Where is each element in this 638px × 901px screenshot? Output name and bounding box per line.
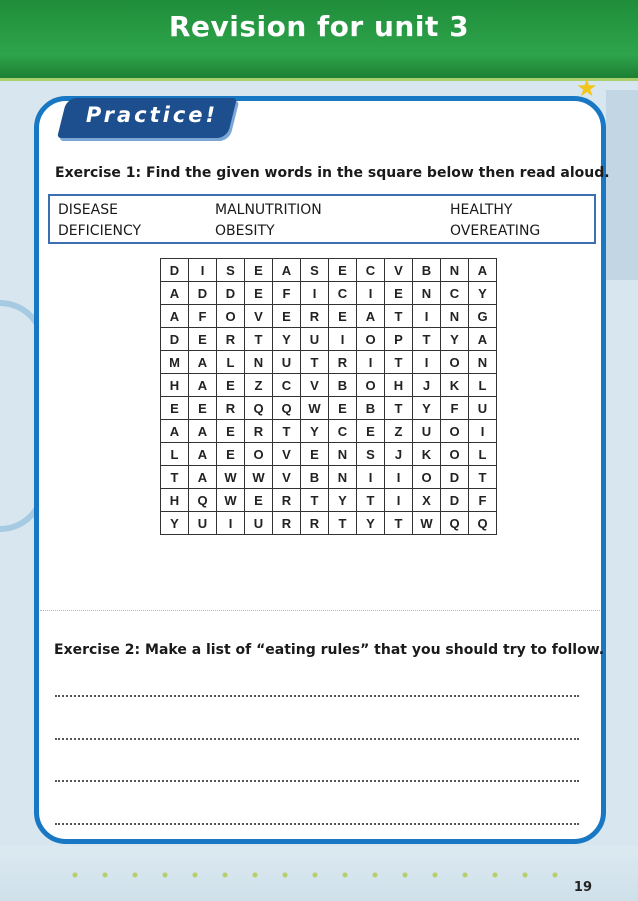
- grid-cell[interactable]: R: [217, 397, 245, 420]
- grid-cell[interactable]: E: [329, 259, 357, 282]
- grid-cell[interactable]: H: [161, 374, 189, 397]
- grid-cell[interactable]: Y: [357, 512, 385, 535]
- word-item: OVEREATING: [450, 223, 541, 239]
- grid-cell[interactable]: S: [301, 259, 329, 282]
- star-icon: ★: [576, 74, 598, 102]
- grid-cell[interactable]: E: [217, 420, 245, 443]
- answer-line-4[interactable]: [55, 823, 579, 825]
- grid-cell[interactable]: C: [273, 374, 301, 397]
- grid-cell[interactable]: L: [161, 443, 189, 466]
- grid-cell[interactable]: N: [329, 443, 357, 466]
- page-title: Revision for unit 3: [168, 10, 470, 43]
- word-search-grid: [160, 258, 497, 535]
- grid-cell[interactable]: X: [413, 489, 441, 512]
- grid-cell[interactable]: E: [189, 397, 217, 420]
- grid-row: [161, 305, 497, 328]
- grid-cell[interactable]: U: [245, 512, 273, 535]
- grid-cell[interactable]: D: [441, 489, 469, 512]
- word-item: OBESITY: [215, 223, 275, 239]
- word-item: DEFICIENCY: [58, 223, 142, 239]
- grid-cell[interactable]: K: [413, 443, 441, 466]
- grid-cell[interactable]: E: [329, 397, 357, 420]
- grid-cell[interactable]: Y: [441, 328, 469, 351]
- grid-cell[interactable]: Q: [189, 489, 217, 512]
- grid-cell[interactable]: E: [217, 374, 245, 397]
- grid-cell[interactable]: Q: [469, 512, 497, 535]
- grid-cell[interactable]: L: [217, 351, 245, 374]
- grid-cell[interactable]: V: [385, 259, 413, 282]
- grid-cell[interactable]: B: [413, 259, 441, 282]
- grid-cell[interactable]: V: [273, 443, 301, 466]
- grid-cell[interactable]: F: [469, 489, 497, 512]
- grid-cell[interactable]: U: [469, 397, 497, 420]
- grid-cell[interactable]: R: [217, 328, 245, 351]
- grid-cell[interactable]: A: [469, 259, 497, 282]
- grid-cell[interactable]: O: [413, 466, 441, 489]
- grid-cell[interactable]: I: [469, 420, 497, 443]
- grid-cell[interactable]: E: [217, 443, 245, 466]
- grid-cell[interactable]: W: [245, 466, 273, 489]
- grid-cell[interactable]: O: [441, 351, 469, 374]
- grid-cell[interactable]: U: [189, 512, 217, 535]
- grid-row: [161, 489, 497, 512]
- grid-row: [161, 397, 497, 420]
- grid-cell[interactable]: I: [329, 328, 357, 351]
- grid-row: [161, 443, 497, 466]
- grid-cell[interactable]: U: [273, 351, 301, 374]
- grid-cell[interactable]: D: [217, 282, 245, 305]
- grid-cell[interactable]: E: [161, 397, 189, 420]
- grid-cell[interactable]: Q: [441, 512, 469, 535]
- grid-cell[interactable]: O: [441, 420, 469, 443]
- grid-cell[interactable]: R: [245, 420, 273, 443]
- grid-cell[interactable]: U: [301, 328, 329, 351]
- grid-cell[interactable]: T: [469, 466, 497, 489]
- grid-row: [161, 420, 497, 443]
- grid-cell[interactable]: L: [469, 443, 497, 466]
- grid-cell[interactable]: H: [385, 374, 413, 397]
- grid-cell[interactable]: K: [441, 374, 469, 397]
- grid-cell[interactable]: I: [217, 512, 245, 535]
- grid-cell[interactable]: O: [357, 374, 385, 397]
- grid-cell[interactable]: T: [385, 512, 413, 535]
- grid-cell[interactable]: A: [273, 259, 301, 282]
- grid-cell[interactable]: Q: [273, 397, 301, 420]
- grid-cell[interactable]: H: [161, 489, 189, 512]
- grid-cell[interactable]: Y: [273, 328, 301, 351]
- grid-cell[interactable]: A: [189, 351, 217, 374]
- grid-cell[interactable]: R: [301, 512, 329, 535]
- exercise-2-instruction: Exercise 2: Make a list of “eating rules” that you should try to follow.: [54, 642, 605, 658]
- grid-cell[interactable]: A: [161, 420, 189, 443]
- grid-cell[interactable]: J: [385, 443, 413, 466]
- grid-cell[interactable]: I: [357, 466, 385, 489]
- grid-cell[interactable]: I: [189, 259, 217, 282]
- grid-cell[interactable]: N: [413, 282, 441, 305]
- grid-cell[interactable]: U: [413, 420, 441, 443]
- grid-cell[interactable]: E: [329, 305, 357, 328]
- grid-cell[interactable]: Y: [301, 420, 329, 443]
- grid-cell[interactable]: A: [189, 420, 217, 443]
- grid-cell[interactable]: B: [329, 374, 357, 397]
- grid-cell[interactable]: E: [385, 282, 413, 305]
- grid-row: [161, 351, 497, 374]
- grid-cell[interactable]: E: [245, 282, 273, 305]
- grid-cell[interactable]: T: [329, 512, 357, 535]
- answer-line-3[interactable]: [55, 780, 579, 782]
- grid-cell[interactable]: R: [273, 512, 301, 535]
- grid-cell[interactable]: R: [301, 305, 329, 328]
- grid-cell[interactable]: F: [189, 305, 217, 328]
- grid-cell[interactable]: L: [469, 374, 497, 397]
- grid-cell[interactable]: Y: [329, 489, 357, 512]
- word-item: MALNUTRITION: [215, 202, 322, 218]
- word-item: HEALTHY: [450, 202, 513, 218]
- grid-cell[interactable]: V: [301, 374, 329, 397]
- grid-cell[interactable]: T: [245, 328, 273, 351]
- grid-cell[interactable]: N: [441, 305, 469, 328]
- grid-cell[interactable]: V: [273, 466, 301, 489]
- grid-cell[interactable]: T: [301, 351, 329, 374]
- grid-cell[interactable]: A: [161, 282, 189, 305]
- grid-cell[interactable]: S: [357, 443, 385, 466]
- grid-cell[interactable]: T: [273, 420, 301, 443]
- header-banner: [0, 0, 638, 81]
- grid-cell[interactable]: T: [385, 351, 413, 374]
- grid-cell[interactable]: Q: [245, 397, 273, 420]
- grid-cell[interactable]: Y: [161, 512, 189, 535]
- grid-cell[interactable]: V: [245, 305, 273, 328]
- grid-cell[interactable]: R: [273, 489, 301, 512]
- grid-cell[interactable]: I: [385, 466, 413, 489]
- grid-cell[interactable]: T: [385, 305, 413, 328]
- grid-cell[interactable]: I: [357, 282, 385, 305]
- grid-cell[interactable]: N: [441, 259, 469, 282]
- grid-cell[interactable]: B: [301, 466, 329, 489]
- grid-row: [161, 466, 497, 489]
- grid-cell[interactable]: E: [273, 305, 301, 328]
- grid-cell[interactable]: T: [357, 489, 385, 512]
- grid-cell[interactable]: E: [357, 420, 385, 443]
- grid-cell[interactable]: A: [189, 466, 217, 489]
- grid-cell[interactable]: E: [301, 443, 329, 466]
- practice-badge-label: Practice!: [85, 103, 219, 127]
- grid-cell[interactable]: W: [413, 512, 441, 535]
- grid-cell[interactable]: C: [329, 420, 357, 443]
- decorative-dots: [60, 870, 580, 880]
- grid-row: [161, 282, 497, 305]
- grid-cell[interactable]: T: [161, 466, 189, 489]
- grid-cell[interactable]: O: [217, 305, 245, 328]
- grid-cell[interactable]: N: [329, 466, 357, 489]
- grid-cell[interactable]: W: [217, 489, 245, 512]
- grid-cell[interactable]: T: [301, 489, 329, 512]
- grid-row: [161, 374, 497, 397]
- grid-cell[interactable]: I: [413, 351, 441, 374]
- grid-cell[interactable]: Z: [245, 374, 273, 397]
- grid-row: [161, 512, 497, 535]
- grid-cell[interactable]: O: [245, 443, 273, 466]
- grid-cell[interactable]: A: [189, 374, 217, 397]
- grid-cell[interactable]: C: [357, 259, 385, 282]
- grid-cell[interactable]: A: [469, 328, 497, 351]
- grid-cell[interactable]: O: [357, 328, 385, 351]
- grid-cell[interactable]: S: [217, 259, 245, 282]
- grid-cell[interactable]: A: [189, 443, 217, 466]
- grid-cell[interactable]: I: [301, 282, 329, 305]
- grid-cell[interactable]: B: [357, 397, 385, 420]
- grid-cell[interactable]: Y: [413, 397, 441, 420]
- grid-cell[interactable]: W: [217, 466, 245, 489]
- grid-cell[interactable]: E: [245, 489, 273, 512]
- answer-line-1[interactable]: [55, 695, 579, 697]
- grid-cell[interactable]: G: [469, 305, 497, 328]
- word-list-box: [48, 194, 596, 244]
- grid-cell[interactable]: T: [413, 328, 441, 351]
- page-number: 19: [573, 880, 592, 895]
- grid-cell[interactable]: J: [413, 374, 441, 397]
- grid-cell[interactable]: E: [189, 328, 217, 351]
- grid-cell[interactable]: I: [385, 489, 413, 512]
- grid-cell[interactable]: I: [357, 351, 385, 374]
- grid-row: [161, 328, 497, 351]
- grid-cell[interactable]: A: [357, 305, 385, 328]
- grid-cell[interactable]: W: [301, 397, 329, 420]
- grid-cell[interactable]: C: [329, 282, 357, 305]
- grid-cell[interactable]: D: [161, 259, 189, 282]
- grid-cell[interactable]: Z: [385, 420, 413, 443]
- grid-cell[interactable]: P: [385, 328, 413, 351]
- grid-cell[interactable]: F: [441, 397, 469, 420]
- grid-cell[interactable]: N: [245, 351, 273, 374]
- grid-cell[interactable]: M: [161, 351, 189, 374]
- grid-cell[interactable]: A: [161, 305, 189, 328]
- grid-cell[interactable]: E: [245, 259, 273, 282]
- grid-cell[interactable]: F: [273, 282, 301, 305]
- grid-cell[interactable]: D: [161, 328, 189, 351]
- grid-cell[interactable]: O: [441, 443, 469, 466]
- grid-cell[interactable]: T: [385, 397, 413, 420]
- grid-cell[interactable]: I: [413, 305, 441, 328]
- exercise-1-instruction: Exercise 1: Find the given words in the square below then read aloud.: [55, 165, 610, 181]
- answer-line-2[interactable]: [55, 738, 579, 740]
- grid-row: [161, 259, 497, 282]
- decorative-panel: [606, 90, 638, 280]
- grid-cell[interactable]: R: [329, 351, 357, 374]
- grid-cell[interactable]: C: [441, 282, 469, 305]
- grid-cell[interactable]: Y: [469, 282, 497, 305]
- grid-cell[interactable]: N: [469, 351, 497, 374]
- grid-cell[interactable]: D: [189, 282, 217, 305]
- grid-cell[interactable]: D: [441, 466, 469, 489]
- section-divider: [40, 610, 600, 611]
- word-item: DISEASE: [58, 202, 118, 218]
